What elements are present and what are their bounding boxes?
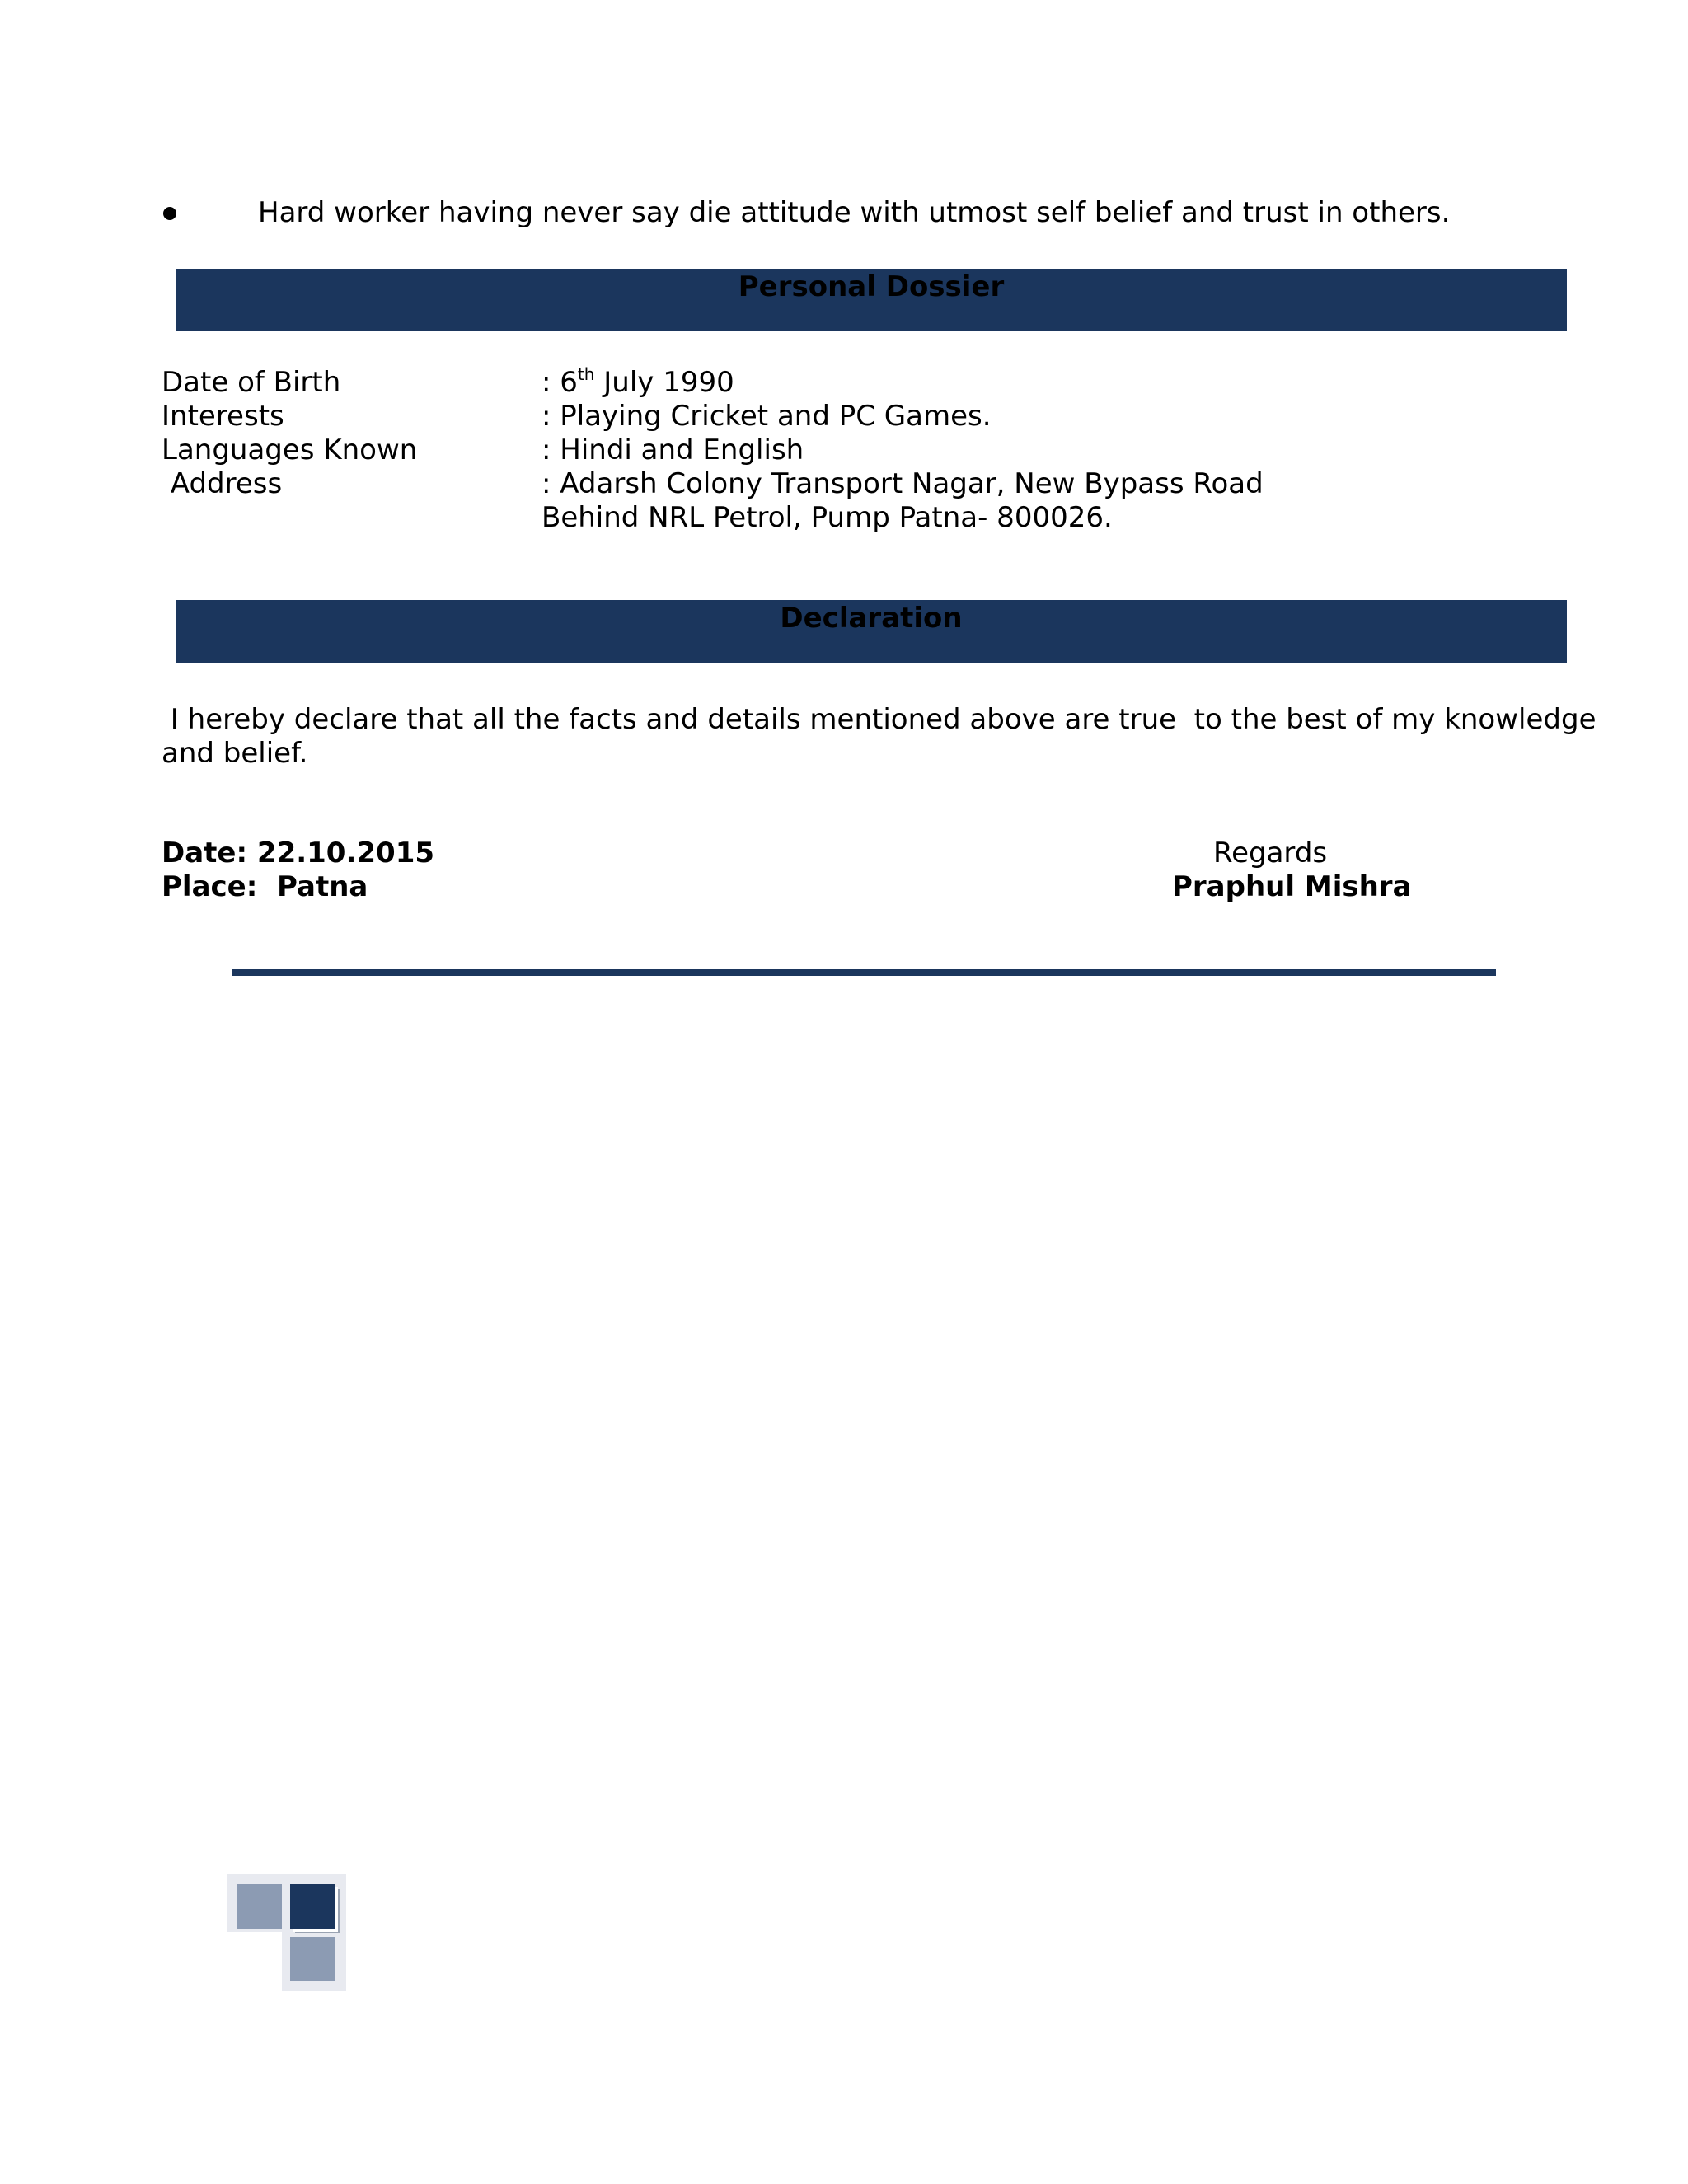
address-label: Address <box>162 467 283 500</box>
footer-divider <box>232 969 1496 976</box>
date-line: Date: 22.10.2015 <box>162 837 435 869</box>
bullet-icon <box>163 207 176 220</box>
place-line: Place: Patna <box>162 870 368 903</box>
interests-label: Interests <box>162 400 284 433</box>
dob-value-ordinal: th <box>577 364 595 384</box>
dob-value-suffix: July 1990 <box>594 366 734 399</box>
declaration-text-line2: and belief. <box>162 737 308 770</box>
declaration-text-line1: I hereby declare that all the facts and details mentioned above are true to the best of my knowledge <box>162 703 1597 736</box>
bullet-text: Hard worker having never say die attitude with utmost self belief and trust in others. <box>258 196 1451 229</box>
regards-text: Regards <box>1213 837 1328 869</box>
logo-square-light-bottom <box>290 1937 335 1981</box>
languages-value: : Hindi and English <box>542 434 804 466</box>
dob-value-prefix: : 6 <box>542 366 578 399</box>
personal-dossier-title: Personal Dossier <box>738 270 1005 303</box>
dob-value <box>542 366 734 400</box>
dob-label: Date of Birth <box>162 366 341 399</box>
personal-dossier-header <box>176 269 1567 331</box>
interests-value: : Playing Cricket and PC Games. <box>542 400 992 433</box>
languages-label: Languages Known <box>162 434 418 466</box>
address-value-line2: Behind NRL Petrol, Pump Patna- 800026. <box>542 501 1113 534</box>
declaration-title: Declaration <box>780 602 963 635</box>
signatory-name: Praphul Mishra <box>1172 870 1412 903</box>
logo-square-dark <box>290 1884 335 1929</box>
squares-logo-icon <box>227 1874 349 1991</box>
logo-square-light-top <box>237 1884 282 1929</box>
address-value: : Adarsh Colony Transport Nagar, New Bypass Road <box>542 467 1264 500</box>
declaration-header <box>176 600 1567 663</box>
